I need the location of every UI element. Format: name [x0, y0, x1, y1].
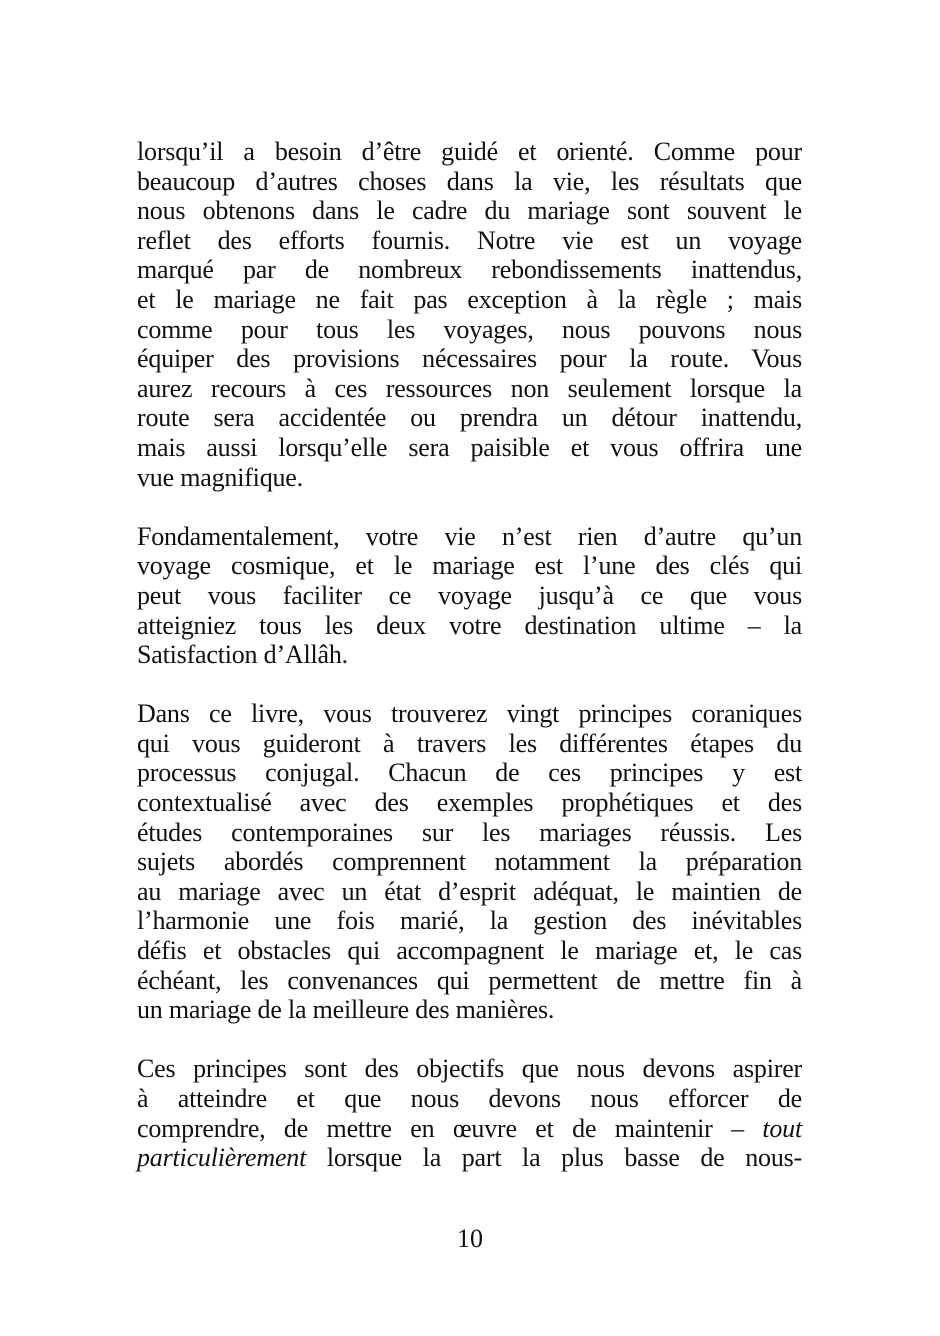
- paragraph-4: [137, 1054, 802, 1172]
- text-line: au mariage avec un état d’esprit adéquat, le maintien de: [137, 876, 802, 906]
- text-line: beaucoup d’autres choses dans la vie, les résultats que: [137, 166, 802, 196]
- text-line: atteigniez tous les deux votre destination ultime – la: [137, 610, 802, 640]
- text-line: l’harmonie une fois marié, la gestion des inévitables: [137, 906, 802, 936]
- text-run: comprendre, de mettre en œuvre et de maintenir –: [137, 1113, 763, 1143]
- text-line: un mariage de la meilleure des manières.: [137, 995, 555, 1025]
- text-line: vue magnifique.: [137, 462, 303, 492]
- text-line: échéant, les convenances qui permettent de mettre fin à: [137, 965, 802, 995]
- text-line: [137, 1143, 802, 1173]
- text-line: contextualisé avec des exemples prophétiques et des: [137, 788, 802, 818]
- text-line: processus conjugal. Chacun de ces principes y est: [137, 758, 802, 788]
- italic-emphasis: particulièrement: [137, 1143, 307, 1173]
- paragraph-3: [137, 699, 802, 1025]
- text-line: et le mariage ne fait pas exception à la règle ; mais: [137, 284, 802, 314]
- text-line: Ces principes sont des objectifs que nous devons aspirer: [137, 1054, 802, 1084]
- paragraph-1: [137, 137, 802, 492]
- text-line: lorsqu’il a besoin d’être guidé et orienté. Comme pour: [137, 137, 802, 166]
- text-line: sujets abordés comprennent notamment la préparation: [137, 847, 802, 877]
- paragraph-2: [137, 522, 802, 670]
- text-line: comme pour tous les voyages, nous pouvons nous: [137, 314, 802, 344]
- text-line: Satisfaction d’Allâh.: [137, 640, 348, 670]
- page-number: 10: [457, 1224, 483, 1253]
- text-line: route sera accidentée ou prendra un détour inattendu,: [137, 403, 802, 433]
- text-line: à atteindre et que nous devons nous efforcer de: [137, 1084, 802, 1113]
- text-run: lorsque la part la plus basse de nous-: [306, 1143, 802, 1173]
- text-line: Fondamentalement, votre vie n’est rien d’autre qu’un: [137, 521, 802, 551]
- text-line: qui vous guideront à travers les différentes étapes du: [137, 728, 802, 758]
- text-line: études contemporaines sur les mariages réussis. Les: [137, 817, 802, 847]
- text-line: mais aussi lorsqu’elle sera paisible et vous offrira une: [137, 432, 802, 462]
- text-line: reflet des efforts fournis. Notre vie est un voyage: [137, 225, 802, 255]
- text-line: défis et obstacles qui accompagnent le mariage et, le cas: [137, 936, 802, 966]
- text-line: Dans ce livre, vous trouverez vingt principes coraniques: [137, 699, 802, 729]
- text-line: [137, 1114, 802, 1144]
- text-line: équiper des provisions nécessaires pour la route. Vous: [137, 344, 802, 374]
- italic-emphasis: tout: [762, 1113, 802, 1143]
- body-text: [137, 137, 802, 1202]
- text-line: voyage cosmique, et le mariage est l’une des clés qui: [137, 551, 802, 581]
- text-line: nous obtenons dans le cadre du mariage sont souvent le: [137, 196, 802, 226]
- text-line: marqué par de nombreux rebondissements inattendus,: [137, 255, 802, 285]
- text-line: peut vous faciliter ce voyage jusqu’à ce que vous: [137, 580, 802, 610]
- text-line: aurez recours à ces ressources non seulement lorsque la: [137, 373, 802, 403]
